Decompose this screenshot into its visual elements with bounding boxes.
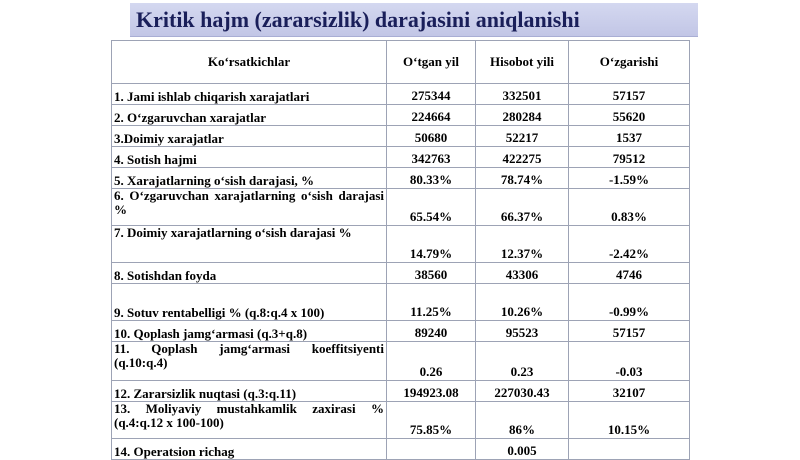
row-report-value: 43306	[476, 263, 569, 284]
row-previous-value: 50680	[387, 126, 476, 147]
row-change-value: 57157	[569, 84, 690, 105]
row-previous-value: 75.85%	[387, 402, 476, 439]
row-change-value: -2.42%	[569, 226, 690, 263]
row-indicator: 12. Zararsizlik nuqtasi (q.3:q.11)	[112, 381, 387, 402]
row-report-value: 280284	[476, 105, 569, 126]
row-report-value: 422275	[476, 147, 569, 168]
row-change-value	[569, 439, 690, 460]
row-previous-value: 38560	[387, 263, 476, 284]
row-change-value: -1.59%	[569, 168, 690, 189]
row-change-value: 32107	[569, 381, 690, 402]
table-row	[112, 263, 690, 284]
row-previous-value: 89240	[387, 321, 476, 342]
row-previous-value: 0.26	[387, 342, 476, 381]
row-indicator: 5. Xarajatlarning o‘sish darajasi, %	[112, 168, 387, 189]
row-indicator: 6. O‘zgaruvchan xarajatlarning o‘sish darajasi %	[112, 189, 387, 226]
row-previous-value: 14.79%	[387, 226, 476, 263]
table-row	[112, 126, 690, 147]
row-indicator: 3.Doimiy xarajatlar	[112, 126, 387, 147]
row-report-value: 10.26%	[476, 284, 569, 321]
row-indicator: 7. Doimiy xarajatlarning o‘sish darajasi %	[112, 226, 387, 263]
table-row	[112, 284, 690, 321]
row-change-value: 1537	[569, 126, 690, 147]
row-indicator: 14. Operatsion richag	[112, 439, 387, 460]
row-previous-value: 80.33%	[387, 168, 476, 189]
row-report-value: 332501	[476, 84, 569, 105]
row-change-value: 0.83%	[569, 189, 690, 226]
row-report-value: 0.005	[476, 439, 569, 460]
row-report-value: 66.37%	[476, 189, 569, 226]
row-previous-value: 275344	[387, 84, 476, 105]
row-indicator: 13. Moliyaviy mustahkamlik zaxirasi % (q.4:q.12 x 100-100)	[112, 402, 387, 439]
page-title: Kritik hajm (zararsizlik) darajasini aniqlanishi	[136, 6, 580, 32]
row-indicator: 10. Qoplash jamg‘armasi (q.3+q.8)	[112, 321, 387, 342]
table-row	[112, 226, 690, 263]
table-row	[112, 439, 690, 460]
row-change-value: 79512	[569, 147, 690, 168]
row-change-value: -0.03	[569, 342, 690, 381]
row-indicator: 8. Sotishdan foyda	[112, 263, 387, 284]
row-change-value: 4746	[569, 263, 690, 284]
row-report-value: 52217	[476, 126, 569, 147]
row-change-value: 55620	[569, 105, 690, 126]
table-row	[112, 105, 690, 126]
header-report-year: Hisobot yili	[476, 41, 569, 84]
title-banner	[130, 3, 698, 37]
row-previous-value: 194923.08	[387, 381, 476, 402]
header-indicators: Ko‘rsatkichlar	[112, 41, 387, 84]
table-row	[112, 189, 690, 226]
row-previous-value: 342763	[387, 147, 476, 168]
row-report-value: 86%	[476, 402, 569, 439]
row-indicator: 9. Sotuv rentabelligi % (q.8:q.4 x 100)	[112, 284, 387, 321]
header-previous-year: O‘tgan yil	[387, 41, 476, 84]
row-report-value: 95523	[476, 321, 569, 342]
row-indicator: 2. O‘zgaruvchan xarajatlar	[112, 105, 387, 126]
row-report-value: 78.74%	[476, 168, 569, 189]
row-indicator: 4. Sotish hajmi	[112, 147, 387, 168]
row-report-value: 12.37%	[476, 226, 569, 263]
row-indicator: 1. Jami ishlab chiqarish xarajatlari	[112, 84, 387, 105]
table-row	[112, 321, 690, 342]
row-report-value: 0.23	[476, 342, 569, 381]
indicators-table	[111, 40, 690, 460]
table-row	[112, 84, 690, 105]
table-row	[112, 342, 690, 381]
row-previous-value: 224664	[387, 105, 476, 126]
row-report-value: 227030.43	[476, 381, 569, 402]
header-change: O‘zgarishi	[569, 41, 690, 84]
row-change-value: 57157	[569, 321, 690, 342]
row-previous-value: 65.54%	[387, 189, 476, 226]
row-change-value: -0.99%	[569, 284, 690, 321]
table-row	[112, 402, 690, 439]
row-previous-value	[387, 439, 476, 460]
table-row	[112, 147, 690, 168]
row-previous-value: 11.25%	[387, 284, 476, 321]
table-row	[112, 168, 690, 189]
table-header-row	[112, 41, 690, 84]
row-indicator: 11. Qoplash jamg‘armasi koeffitsiyenti (q.10:q.4)	[112, 342, 387, 381]
row-change-value: 10.15%	[569, 402, 690, 439]
table-row	[112, 381, 690, 402]
